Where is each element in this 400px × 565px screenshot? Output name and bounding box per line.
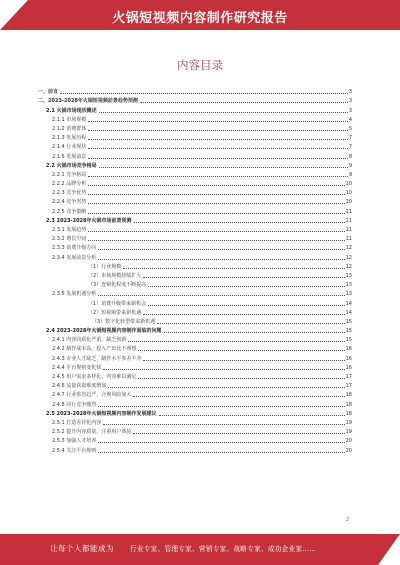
toc-entry[interactable] [38,160,352,169]
toc-entry[interactable] [38,352,352,361]
toc-entry-page: 12 [345,263,352,270]
toc-leader-dots [134,222,345,223]
toc-leader-dots [148,305,344,306]
toc-leader-dots [133,396,344,397]
toc-leader-dots [140,102,348,103]
toc-entry-page: 14 [345,309,352,316]
toc-entry-page: 9 [348,171,352,178]
toc-entry-label: 2.1.3 发展历程 [52,135,87,142]
toc-entry-label: 2.2.3 竞争优势 [52,190,87,197]
toc-leader-dots [98,249,344,250]
toc-leader-dots [88,130,348,131]
toc-entry-page: 10 [345,190,352,197]
toc-entry-page: 13 [345,272,352,279]
toc-entry[interactable] [38,362,352,371]
toc-entry[interactable] [38,104,352,113]
toc-entry-page: 7 [348,135,352,142]
toc-leader-dots [88,231,344,232]
toc-leader-dots [138,378,344,379]
toc-entry[interactable] [38,279,352,288]
toc-entry-page: 12 [345,245,352,252]
toc-entry-page: 12 [345,254,352,261]
toc-leader-dots [60,93,348,94]
toc-entry-page: 13 [345,291,352,298]
toc-entry-page: 18 [345,410,352,417]
toc-entry-page: 11 [345,227,352,233]
toc-entry[interactable] [38,444,352,453]
toc-leader-dots [88,148,348,149]
footer-corner-decoration [378,534,400,565]
toc-entry-label: 2.4.1 内容同质化严重，缺乏创新 [52,337,127,344]
toc-entry-page: 15 [345,318,352,325]
footer-bar [0,534,400,565]
toc-entry[interactable] [38,408,352,417]
toc-leader-dots [98,295,344,296]
toc-entry-page: 10 [345,199,352,206]
toc-entry-page: 11 [345,217,352,224]
toc-entry-page: 13 [345,282,352,289]
toc-entry[interactable] [38,380,352,389]
toc-entry-label: 2.5.4 关注平台规则 [52,447,97,454]
toc-entry-label: 2.1 火锅市场现状概述 [46,107,97,114]
toc-entry[interactable] [38,150,352,159]
toc-entry-label: （3）数字化转型带来新机遇 [92,318,156,325]
toc-entry-label: 2.1.2 消费群体 [52,125,87,132]
toc-entry[interactable] [38,86,352,95]
toc-entry-label: 2.1.5 发展前景 [52,153,87,160]
page-number: 2 [346,517,350,523]
toc-title: 内容目录 [177,58,223,72]
toc-entry-label: 2.4.7 行业监管趋严，合规风险加大 [52,392,132,399]
toc-entry-label: 一、前言 [38,89,59,96]
toc-entry[interactable] [38,123,352,132]
toc-entry-page: 16 [345,364,352,371]
toc-entry[interactable] [38,187,352,196]
toc-entry[interactable] [38,233,352,242]
toc-entry-page: 3 [348,89,352,96]
toc-leader-dots [133,433,344,434]
toc-entry-label: 2.3.5 发展机遇分析 [52,291,97,298]
toc-entry[interactable] [38,132,352,141]
toc-entry-page: 4 [348,116,352,123]
toc-leader-dots [108,387,344,388]
toc-entry-page: 16 [345,346,352,353]
toc-entry-label: 2.5.3 加强人才培养 [52,438,97,445]
toc-entry-page: 14 [345,300,352,307]
toc-entry-page: 5 [348,125,352,132]
toc-entry[interactable] [38,288,352,297]
toc-entry[interactable] [38,417,352,426]
toc-entry[interactable] [38,95,352,104]
toc-entry-label: 2.5.2 提升内容质量，注重用户体验 [52,429,132,436]
toc-leader-dots [98,452,344,453]
toc-entry-label: 2.5 2023-2028年火锅短视频内容制作发展建议 [46,410,157,417]
toc-entry[interactable] [38,141,352,150]
toc-entry-label: 2.2 火锅市场竞争格局 [46,162,97,169]
toc-leader-dots [88,139,348,140]
toc-entry-page: 8 [348,153,352,160]
toc-leader-dots [103,424,344,425]
toc-leader-dots [148,286,344,287]
toc-leader-dots [128,341,344,342]
toc-entry[interactable] [38,169,352,178]
toc-entry[interactable] [38,178,352,187]
toc-leader-dots [98,259,344,260]
toc-entry-label: （3）连锁化程度不断提高 [88,282,147,289]
toc-leader-dots [88,158,348,159]
toc-leader-dots [123,268,344,269]
toc-entry-label: 2.4 2023-2028年火锅短视频内容制作面临的问题 [46,328,162,335]
toc-entry-label: 2.4.8 同行竞争激烈 [52,401,97,408]
toc-entry-label: 2.1.1 市场规模 [52,116,87,123]
toc-entry[interactable] [38,325,352,334]
toc-leader-dots [88,203,344,204]
toc-leader-dots [98,406,344,407]
toc-entry-label: 2.1.4 行业现状 [52,144,87,151]
toc-entry-label: 2.4.2 制作成本高，投入产出比不理想 [52,346,137,353]
toc-entry-label: 2.4.5 用户需求多样化，内容难以满足 [52,374,137,380]
toc-entry[interactable] [38,297,352,306]
toc-entry[interactable] [38,205,352,214]
toc-leader-dots [143,360,344,361]
toc-leader-dots [103,369,344,370]
toc-entry-label: 2.2.1 竞争格局 [52,171,87,178]
table-of-contents [38,86,352,454]
toc-entry[interactable] [38,435,352,444]
toc-entry-label: 2.4.4 平台规则变化快 [52,364,102,371]
toc-leader-dots [164,332,345,333]
toc-entry[interactable] [38,114,352,123]
toc-entry-page: 17 [345,374,352,380]
toc-entry-label: 2.3 2023-2028年火锅市场前景预测 [46,217,132,224]
toc-entry-page: 11 [345,236,352,243]
toc-leader-dots [143,314,344,315]
toc-leader-dots [98,442,344,443]
toc-leader-dots [99,112,348,113]
toc-leader-dots [159,415,345,416]
toc-entry-page: 3 [348,98,352,105]
toc-leader-dots [143,277,344,278]
toc-entry[interactable] [38,398,352,407]
toc-entry-label: 2.2.4 竞争劣势 [52,199,87,206]
toc-entry-label: （1）消费升级带来新机会 [88,300,147,307]
toc-leader-dots [88,240,344,241]
toc-entry-page: 3 [348,107,352,114]
toc-entry-page: 18 [345,401,352,408]
toc-entry-page: 20 [345,438,352,445]
toc-leader-dots [88,185,344,186]
toc-entry-label: 2.3.3 消费升级方向 [52,245,97,252]
toc-entry-page: 19 [345,429,352,436]
footer-slogan: 让每个人都能成为 [50,544,114,553]
toc-entry-page: 11 [345,208,352,215]
toc-entry-label: 2.5.1 打造差异化内容 [52,419,102,426]
toc-entry-page: 19 [345,419,352,426]
toc-entry-label: 2.4.6 流量获取难度增加 [52,383,107,390]
toc-entry-page: 20 [345,447,352,454]
toc-entry[interactable] [38,261,352,270]
toc-entry[interactable] [38,316,352,325]
toc-entry-label: 2.3.1 发展趋势 [52,227,87,233]
toc-entry-label: （1）行业规模 [88,263,122,270]
toc-leader-dots [88,121,348,122]
toc-entry-label: （2）市场规模持续扩大 [88,272,142,279]
toc-entry-label: 2.3.2 增长空间 [52,236,87,243]
toc-entry[interactable] [38,307,352,316]
toc-entry-page: 15 [345,328,352,335]
toc-leader-dots [88,194,344,195]
toc-entry-label: 二、2023-2028年火锅短视频前景趋势预测 [38,98,138,105]
toc-entry[interactable] [38,334,352,343]
toc-entry[interactable] [38,215,352,224]
toc-entry[interactable] [38,242,352,251]
toc-entry-label: 2.4.3 专业人才缺乏，制作水平参差不齐 [52,355,142,362]
toc-entry[interactable] [38,251,352,260]
toc-entry-page: 15 [345,337,352,344]
toc-entry[interactable] [38,343,352,352]
toc-entry-label: 2.2.5 竞争策略 [52,208,87,215]
header-bar [0,0,400,30]
toc-entry-label: （2）短视频带来新机遇 [88,309,142,316]
toc-entry[interactable] [38,426,352,435]
report-title: 火锅短视频内容制作研究报告 [112,11,288,26]
toc-entry[interactable] [38,196,352,205]
toc-entry-page: 17 [345,383,352,390]
toc-entry[interactable] [38,389,352,398]
toc-entry[interactable] [38,224,352,233]
toc-leader-dots [88,213,344,214]
toc-entry[interactable] [38,371,352,380]
toc-entry[interactable] [38,270,352,279]
toc-leader-dots [157,323,344,324]
toc-entry-page: 7 [348,144,352,151]
toc-entry-page: 10 [345,181,352,188]
toc-leader-dots [88,176,348,177]
toc-leader-dots [99,167,348,168]
toc-entry-label: 2.3.4 发展前景分析 [52,254,97,261]
toc-leader-dots [138,350,344,351]
toc-entry-label: 2.2.2 品牌分析 [52,181,87,188]
footer-slogan-detail: 行业专家、管理专家、营销专家、战略专家、成功企业家…… [130,545,317,553]
toc-entry-page: 18 [345,392,352,399]
toc-entry-page: 9 [348,162,352,169]
toc-entry-page: 16 [345,355,352,362]
